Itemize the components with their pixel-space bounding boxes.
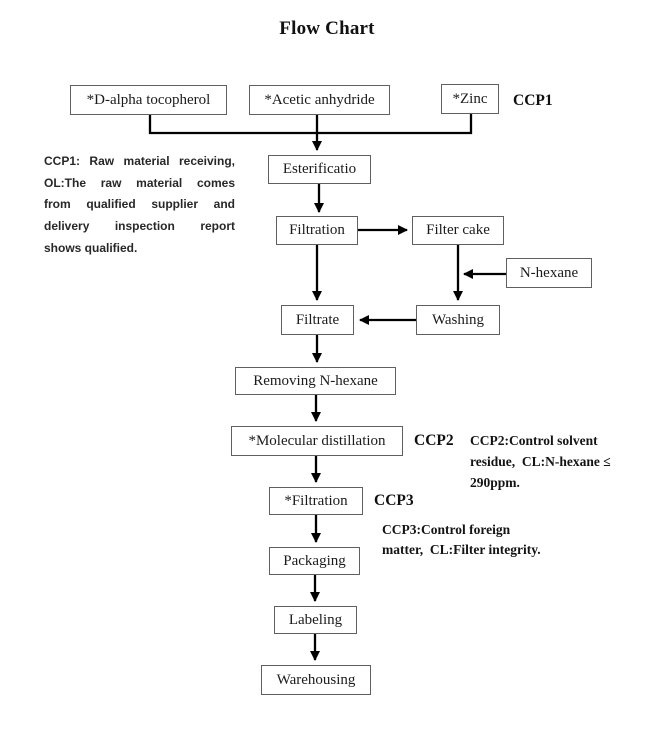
node-zinc: *Zinc (441, 84, 499, 114)
node-labeling: Labeling (274, 606, 357, 634)
node-esterification: Esterificatio (268, 155, 371, 184)
ccp3-annotation-line: CCP3:Control foreign (382, 522, 511, 537)
node-acetic-anhydride: *Acetic anhydride (249, 85, 390, 115)
node-n-hexane: N-hexane (506, 258, 592, 288)
ccp1-annotation-line: shows qualified. (44, 240, 138, 255)
node-warehousing: Warehousing (261, 665, 371, 695)
ccp2-label: CCP2 (414, 432, 454, 449)
ccp1-label: CCP1 (513, 92, 553, 109)
ccp1-annotation-line: CCP1: Raw material receiving, (44, 154, 235, 168)
ccp2-annotation-line: 290ppm. (470, 475, 520, 490)
node-filtration: Filtration (276, 216, 358, 245)
node-washing: Washing (416, 305, 500, 335)
ccp3-label: CCP3 (374, 492, 414, 509)
page-title: Flow Chart (279, 18, 375, 39)
ccp1-annotation-line: delivery inspection report (44, 219, 235, 234)
node-packaging: Packaging (269, 547, 360, 575)
node-filtrate: Filtrate (281, 305, 354, 335)
ccp2-annotation-line: residue, CL:N-hexane ≤ (470, 454, 611, 469)
node-filtration-2: *Filtration (269, 487, 363, 515)
ccp2-annotation (470, 430, 611, 493)
ccp2-annotation-line: CCP2:Control solvent (470, 433, 598, 448)
ccp1-annotation (44, 151, 235, 260)
ccp3-annotation-line: matter, CL:Filter integrity. (382, 542, 541, 557)
node-filter-cake: Filter cake (412, 216, 504, 245)
ccp1-annotation-line: from qualified supplier and (44, 197, 235, 212)
node-d-alpha-tocopherol: *D-alpha tocopherol (70, 85, 227, 115)
node-removing-n-hexane: Removing N-hexane (235, 367, 396, 395)
ccp1-annotation-line: OL:The raw material comes (44, 175, 235, 190)
node-molecular-distillation: *Molecular distillation (231, 426, 403, 456)
ccp3-annotation (382, 520, 541, 560)
